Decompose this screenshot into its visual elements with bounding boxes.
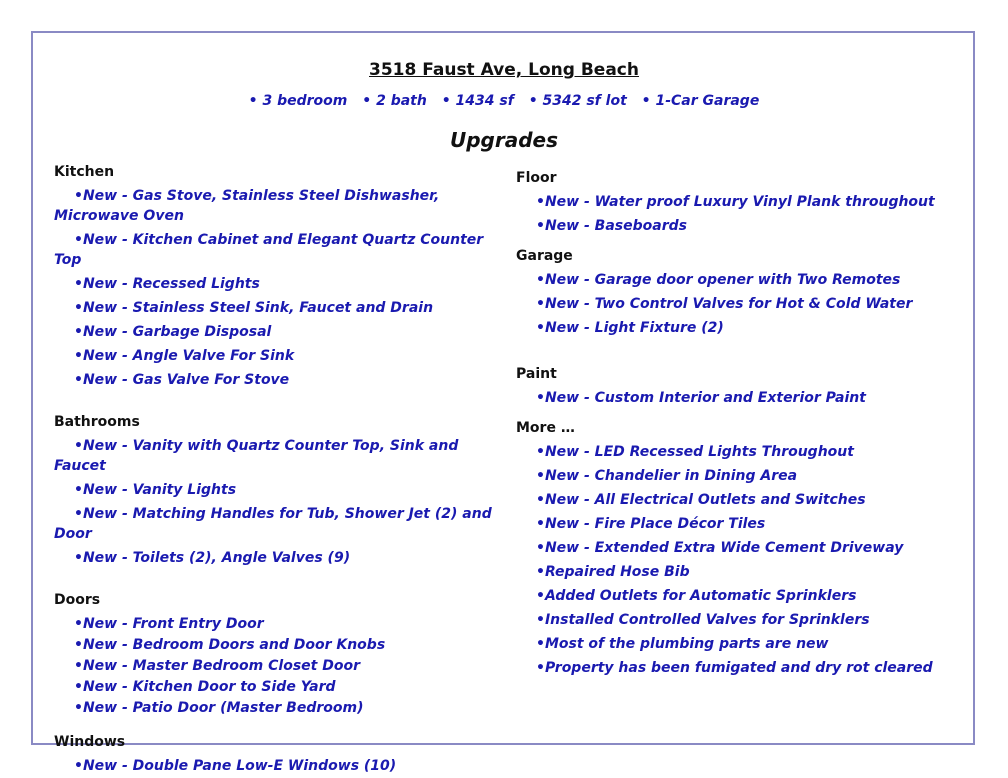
property-specs (0, 93, 1008, 109)
paint-list (516, 388, 956, 408)
list-item: • New - Garage door opener with Two Remotes (516, 270, 956, 290)
spec-square-feet: • 1434 sf (441, 93, 514, 109)
doors-list (54, 614, 504, 718)
list-item: • New - Extended Extra Wide Cement Driveway (516, 538, 956, 558)
floor-list (516, 192, 956, 236)
list-item: • New - Baseboards (516, 216, 956, 236)
list-item: • New - Custom Interior and Exterior Paint (516, 388, 956, 408)
list-item: • New - Two Control Valves for Hot & Cold Water (516, 294, 956, 314)
list-item: • New - Gas Stove, Stainless Steel Dishwasher, Microwave Oven (54, 186, 504, 226)
doors-section-title: Doors (54, 592, 101, 608)
bathrooms-list (54, 436, 504, 568)
list-item: • Installed Controlled Valves for Sprinklers (516, 610, 956, 630)
spec-bedrooms: • 3 bedroom (248, 93, 348, 109)
spec-lot-size: • 5342 sf lot (528, 93, 627, 109)
list-item: • New - Chandelier in Dining Area (516, 466, 956, 486)
more-section-title: More … (516, 420, 575, 436)
windows-list (54, 756, 504, 776)
list-item: • New - Front Entry Door (54, 614, 504, 634)
list-item: • New - Kitchen Door to Side Yard (54, 677, 504, 697)
garage-section-title: Garage (516, 248, 573, 264)
floor-section-title: Floor (516, 170, 557, 186)
windows-section-title: Windows (54, 734, 126, 750)
right-column (516, 168, 956, 678)
list-item: • New - Vanity Lights (54, 480, 504, 500)
list-item: • New - LED Recessed Lights Throughout (516, 442, 956, 462)
list-item: • New - Gas Valve For Stove (54, 370, 504, 390)
list-item: • Property has been fumigated and dry rot cleared (516, 658, 956, 678)
list-item: • New - Kitchen Cabinet and Elegant Quartz Counter Top (54, 230, 504, 270)
spec-garage: • 1-Car Garage (641, 93, 760, 109)
list-item: • New - Angle Valve For Sink (54, 346, 504, 366)
upgrades-heading: Upgrades (449, 128, 559, 152)
list-item: • New - Patio Door (Master Bedroom) (54, 698, 504, 718)
list-item: • Most of the plumbing parts are new (516, 634, 956, 654)
list-item: • New - Stainless Steel Sink, Faucet and Drain (54, 298, 504, 318)
list-item: • New - Vanity with Quartz Counter Top, Sink and Faucet (54, 436, 504, 476)
list-item: • New - Water proof Luxury Vinyl Plank throughout (516, 192, 956, 212)
property-address-title: 3518 Faust Ave, Long Beach (369, 60, 639, 80)
list-item: • New - Double Pane Low-E Windows (10) (54, 756, 504, 776)
list-item: • New - Master Bedroom Closet Door (54, 656, 504, 676)
list-item: • New - Fire Place Décor Tiles (516, 514, 956, 534)
garage-list (516, 270, 956, 338)
bathrooms-section-title: Bathrooms (54, 414, 140, 430)
list-item: • Repaired Hose Bib (516, 562, 956, 582)
list-item: • New - All Electrical Outlets and Switches (516, 490, 956, 510)
list-item: • New - Garbage Disposal (54, 322, 504, 342)
list-item: • New - Matching Handles for Tub, Shower Jet (2) and Door (54, 504, 504, 544)
paint-section-title: Paint (516, 366, 557, 382)
list-item: • New - Light Fixture (2) (516, 318, 956, 338)
left-column (54, 162, 504, 776)
list-item: • Added Outlets for Automatic Sprinklers (516, 586, 956, 606)
list-item: • New - Bedroom Doors and Door Knobs (54, 635, 504, 655)
kitchen-list (54, 186, 504, 390)
more-list (516, 442, 956, 678)
kitchen-section-title: Kitchen (54, 164, 115, 180)
spec-bathrooms: • 2 bath (362, 93, 427, 109)
list-item: • New - Recessed Lights (54, 274, 504, 294)
list-item: • New - Toilets (2), Angle Valves (9) (54, 548, 504, 568)
